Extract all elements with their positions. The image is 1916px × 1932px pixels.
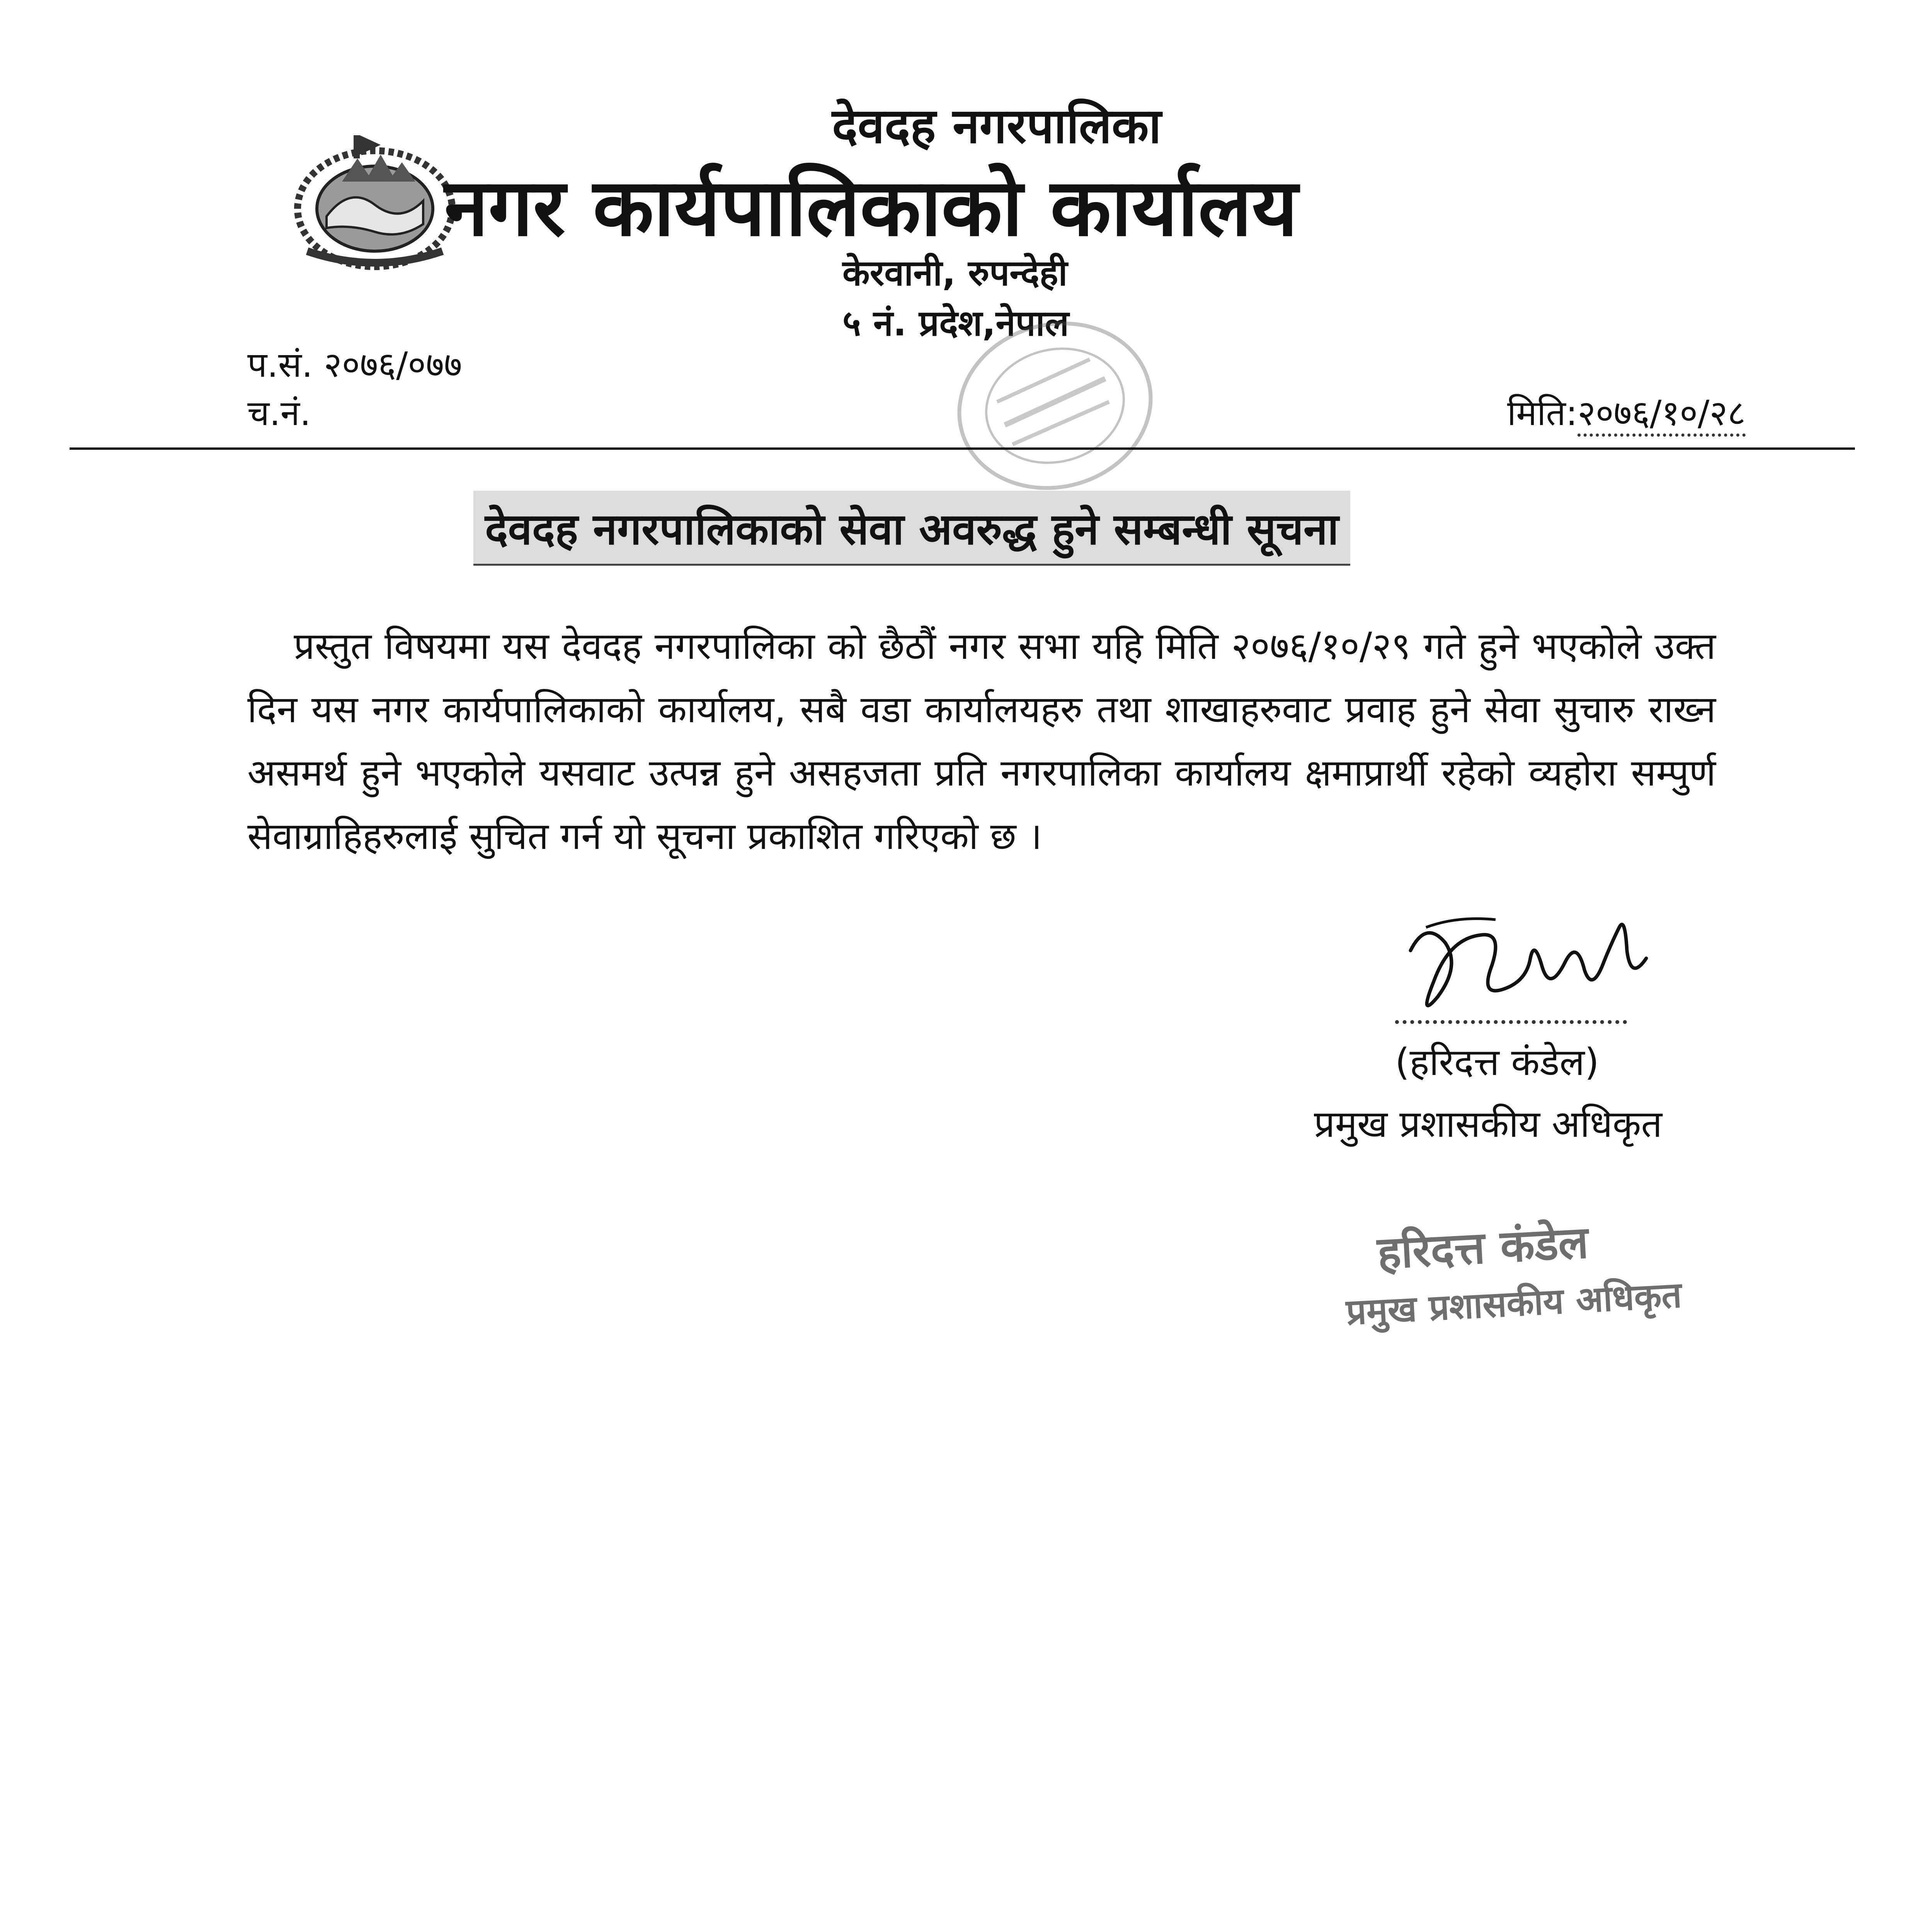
date-value: २०७६/१०/२८ (1577, 393, 1746, 437)
address-line-1: केरवानी, रुपन्देही (842, 252, 1068, 294)
notice-body: प्रस्तुत विषयमा यस देवदह नगरपालिका को छैठौं नगर सभा यहि मिति २०७६/१०/२९ गते हुने भएकोले उक्त दिन यस नगर कार्यपालिकाको कार्यालय, सबै वडा कार्यालयहरु तथा शाखाहरुवाट प्रवाह हुने सेवा सुचारु राख्न असमर्थ हुने भएकोले यसवाट उत्पन्न हुने असहजता प्रति नगरपालिका कार्यालय क्षमाप्रार्थी रहेको व्यहोरा सम्पुर्ण सेवाग्राहिहरुलाई सुचित गर्न यो सूचना प्रकाशित गरिएको छ । (247, 624, 1716, 858)
signatory-name: (हरिदत्त कंडेल) (1395, 1041, 1600, 1084)
notice-subject: देवदह नगरपालिकाको सेवा अवरुद्ध हुने सम्बन्धी सूचना (473, 491, 1350, 566)
office-title: नगर कार्यपालिकाको कार्यालय (444, 162, 1298, 254)
signatory-title: प्रमुख प्रशासकीय अधिकृत (1314, 1102, 1662, 1146)
name-stamp: हरिदत्त कंडेल (1376, 1216, 1590, 1279)
date-label: मिति: (1507, 393, 1578, 434)
handwritten-signature (1403, 904, 1654, 1036)
date-field (1507, 388, 1746, 435)
office-seal-stamp (927, 309, 1167, 510)
municipality-name: देवदह नगरपालिका (832, 98, 1161, 154)
reference-number: प.सं. २०७६/०७७ (247, 345, 462, 385)
signature-line (1395, 1020, 1627, 1024)
address-line-2: ५ नं. प्रदेश,नेपाल (842, 303, 1069, 344)
header-divider (70, 447, 1855, 450)
title-stamp: प्रमुख प्रशासकीय अधिकृत (1345, 1274, 1683, 1333)
dispatch-number: च.नं. (247, 393, 311, 434)
